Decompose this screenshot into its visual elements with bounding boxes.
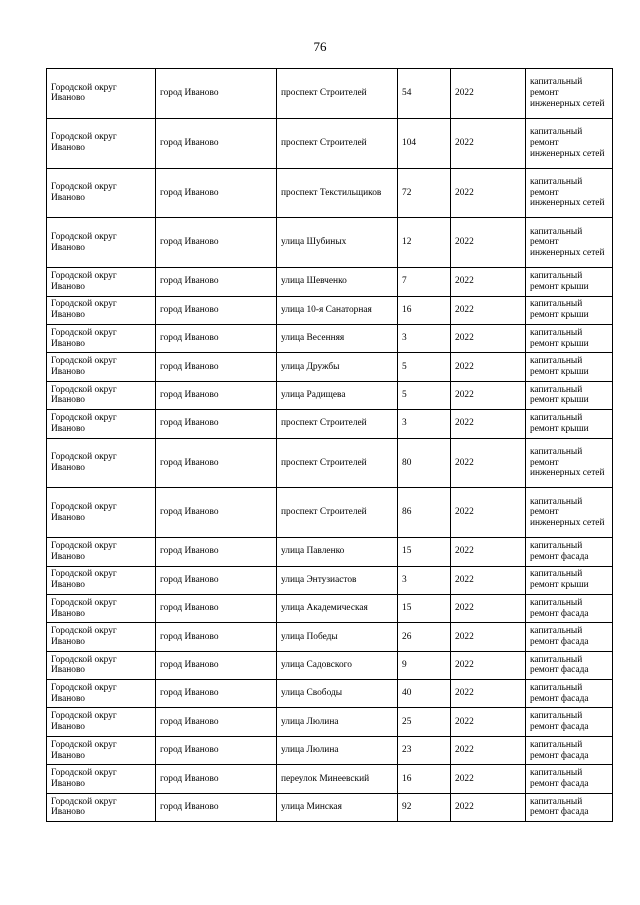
cell-street: улица Весенняя: [277, 324, 398, 352]
cell-city: город Иваново: [156, 651, 277, 679]
cell-city: город Иваново: [156, 69, 277, 119]
cell-year: 2022: [451, 594, 526, 622]
table-row: [47, 793, 613, 821]
table-row: [47, 381, 613, 409]
cell-district: Городской округ Иваново: [47, 623, 156, 651]
cell-district: Городской округ Иваново: [47, 538, 156, 566]
cell-city: город Иваново: [156, 708, 277, 736]
cell-house: 86: [398, 488, 451, 538]
cell-city: город Иваново: [156, 623, 277, 651]
cell-city: город Иваново: [156, 538, 277, 566]
cell-work-type: капитальный ремонт фасада: [526, 538, 613, 566]
cell-work-type: капитальный ремонт фасада: [526, 594, 613, 622]
cell-city: город Иваново: [156, 268, 277, 296]
cell-street: улица Радищева: [277, 381, 398, 409]
cell-house: 104: [398, 118, 451, 168]
table-row: [47, 324, 613, 352]
cell-work-type: капитальный ремонт инженерных сетей: [526, 118, 613, 168]
cell-house: 92: [398, 793, 451, 821]
cell-work-type: капитальный ремонт фасада: [526, 623, 613, 651]
cell-district: Городской округ Иваново: [47, 410, 156, 438]
cell-year: 2022: [451, 708, 526, 736]
cell-year: 2022: [451, 736, 526, 764]
cell-year: 2022: [451, 353, 526, 381]
cell-city: город Иваново: [156, 118, 277, 168]
table-row: [47, 566, 613, 594]
cell-year: 2022: [451, 538, 526, 566]
table-row: [47, 353, 613, 381]
cell-city: город Иваново: [156, 381, 277, 409]
table-row: [47, 488, 613, 538]
cell-year: 2022: [451, 488, 526, 538]
cell-year: 2022: [451, 381, 526, 409]
cell-district: Городской округ Иваново: [47, 296, 156, 324]
cell-city: город Иваново: [156, 296, 277, 324]
cell-district: Городской округ Иваново: [47, 118, 156, 168]
cell-district: Городской округ Иваново: [47, 324, 156, 352]
cell-work-type: капитальный ремонт фасада: [526, 736, 613, 764]
cell-house: 25: [398, 708, 451, 736]
cell-year: 2022: [451, 69, 526, 119]
cell-district: Городской округ Иваново: [47, 566, 156, 594]
cell-district: Городской округ Иваново: [47, 594, 156, 622]
cell-city: город Иваново: [156, 488, 277, 538]
cell-house: 15: [398, 594, 451, 622]
cell-city: город Иваново: [156, 594, 277, 622]
cell-district: Городской округ Иваново: [47, 708, 156, 736]
cell-work-type: капитальный ремонт инженерных сетей: [526, 168, 613, 218]
cell-work-type: капитальный ремонт инженерных сетей: [526, 488, 613, 538]
cell-year: 2022: [451, 410, 526, 438]
cell-street: улица Шубиных: [277, 218, 398, 268]
cell-district: Городской округ Иваново: [47, 381, 156, 409]
cell-house: 26: [398, 623, 451, 651]
cell-district: Городской округ Иваново: [47, 736, 156, 764]
cell-year: 2022: [451, 765, 526, 793]
cell-district: Городской округ Иваново: [47, 680, 156, 708]
cell-city: город Иваново: [156, 680, 277, 708]
cell-street: проспект Строителей: [277, 438, 398, 488]
cell-city: город Иваново: [156, 324, 277, 352]
cell-house: 54: [398, 69, 451, 119]
cell-year: 2022: [451, 268, 526, 296]
cell-house: 15: [398, 538, 451, 566]
cell-street: улица Шевченко: [277, 268, 398, 296]
cell-street: улица Люлина: [277, 736, 398, 764]
cell-year: 2022: [451, 438, 526, 488]
table-row: [47, 594, 613, 622]
cell-street: проспект Строителей: [277, 118, 398, 168]
cell-street: улица Дружбы: [277, 353, 398, 381]
cell-city: город Иваново: [156, 353, 277, 381]
cell-city: город Иваново: [156, 218, 277, 268]
cell-work-type: капитальный ремонт крыши: [526, 324, 613, 352]
cell-work-type: капитальный ремонт крыши: [526, 353, 613, 381]
table-row: [47, 623, 613, 651]
cell-district: Городской округ Иваново: [47, 69, 156, 119]
cell-house: 3: [398, 324, 451, 352]
table-row: [47, 410, 613, 438]
cell-street: проспект Строителей: [277, 410, 398, 438]
cell-street: улица Садовского: [277, 651, 398, 679]
table-body: [47, 69, 613, 822]
cell-street: улица Павленко: [277, 538, 398, 566]
cell-house: 40: [398, 680, 451, 708]
cell-house: 23: [398, 736, 451, 764]
cell-work-type: капитальный ремонт фасада: [526, 708, 613, 736]
cell-city: город Иваново: [156, 566, 277, 594]
cell-street: проспект Текстильщиков: [277, 168, 398, 218]
table-row: [47, 680, 613, 708]
cell-house: 80: [398, 438, 451, 488]
cell-city: город Иваново: [156, 438, 277, 488]
cell-street: переулок Минеевский: [277, 765, 398, 793]
cell-district: Городской округ Иваново: [47, 353, 156, 381]
table-row: [47, 651, 613, 679]
cell-work-type: капитальный ремонт крыши: [526, 296, 613, 324]
cell-district: Городской округ Иваново: [47, 765, 156, 793]
cell-city: город Иваново: [156, 736, 277, 764]
cell-work-type: капитальный ремонт фасада: [526, 651, 613, 679]
cell-street: улица 10-я Санаторная: [277, 296, 398, 324]
cell-house: 3: [398, 566, 451, 594]
table-row: [47, 168, 613, 218]
table-row: [47, 538, 613, 566]
cell-street: улица Победы: [277, 623, 398, 651]
cell-street: проспект Строителей: [277, 488, 398, 538]
cell-work-type: капитальный ремонт крыши: [526, 381, 613, 409]
cell-house: 72: [398, 168, 451, 218]
cell-year: 2022: [451, 296, 526, 324]
cell-city: город Иваново: [156, 793, 277, 821]
cell-district: Городской округ Иваново: [47, 488, 156, 538]
cell-work-type: капитальный ремонт крыши: [526, 410, 613, 438]
cell-city: город Иваново: [156, 410, 277, 438]
cell-street: улица Свободы: [277, 680, 398, 708]
cell-district: Городской округ Иваново: [47, 438, 156, 488]
cell-house: 9: [398, 651, 451, 679]
cell-work-type: капитальный ремонт фасада: [526, 793, 613, 821]
cell-city: город Иваново: [156, 168, 277, 218]
cell-house: 16: [398, 765, 451, 793]
cell-year: 2022: [451, 651, 526, 679]
cell-year: 2022: [451, 793, 526, 821]
table-row: [47, 268, 613, 296]
cell-house: 16: [398, 296, 451, 324]
cell-house: 5: [398, 381, 451, 409]
cell-house: 12: [398, 218, 451, 268]
cell-district: Городской округ Иваново: [47, 218, 156, 268]
cell-work-type: капитальный ремонт фасада: [526, 765, 613, 793]
cell-street: улица Минская: [277, 793, 398, 821]
cell-street: проспект Строителей: [277, 69, 398, 119]
table-row: [47, 736, 613, 764]
table-row: [47, 708, 613, 736]
cell-work-type: капитальный ремонт инженерных сетей: [526, 218, 613, 268]
cell-district: Городской округ Иваново: [47, 793, 156, 821]
cell-city: город Иваново: [156, 765, 277, 793]
cell-work-type: капитальный ремонт крыши: [526, 566, 613, 594]
cell-year: 2022: [451, 118, 526, 168]
cell-street: улица Академическая: [277, 594, 398, 622]
cell-work-type: капитальный ремонт инженерных сетей: [526, 69, 613, 119]
cell-year: 2022: [451, 680, 526, 708]
page-number: 76: [313, 39, 327, 54]
table-row: [47, 765, 613, 793]
table-row: [47, 69, 613, 119]
cell-year: 2022: [451, 218, 526, 268]
cell-street: улица Энтузиастов: [277, 566, 398, 594]
table-row: [47, 118, 613, 168]
cell-year: 2022: [451, 623, 526, 651]
table-row: [47, 218, 613, 268]
cell-district: Городской округ Иваново: [47, 651, 156, 679]
cell-work-type: капитальный ремонт крыши: [526, 268, 613, 296]
cell-work-type: капитальный ремонт фасада: [526, 680, 613, 708]
cell-street: улица Люлина: [277, 708, 398, 736]
table-row: [47, 438, 613, 488]
cell-year: 2022: [451, 168, 526, 218]
cell-district: Городской округ Иваново: [47, 168, 156, 218]
cell-work-type: капитальный ремонт инженерных сетей: [526, 438, 613, 488]
cell-year: 2022: [451, 324, 526, 352]
cell-house: 7: [398, 268, 451, 296]
cell-district: Городской округ Иваново: [47, 268, 156, 296]
repair-schedule-table: [46, 68, 613, 822]
cell-house: 5: [398, 353, 451, 381]
table-row: [47, 296, 613, 324]
cell-house: 3: [398, 410, 451, 438]
cell-year: 2022: [451, 566, 526, 594]
